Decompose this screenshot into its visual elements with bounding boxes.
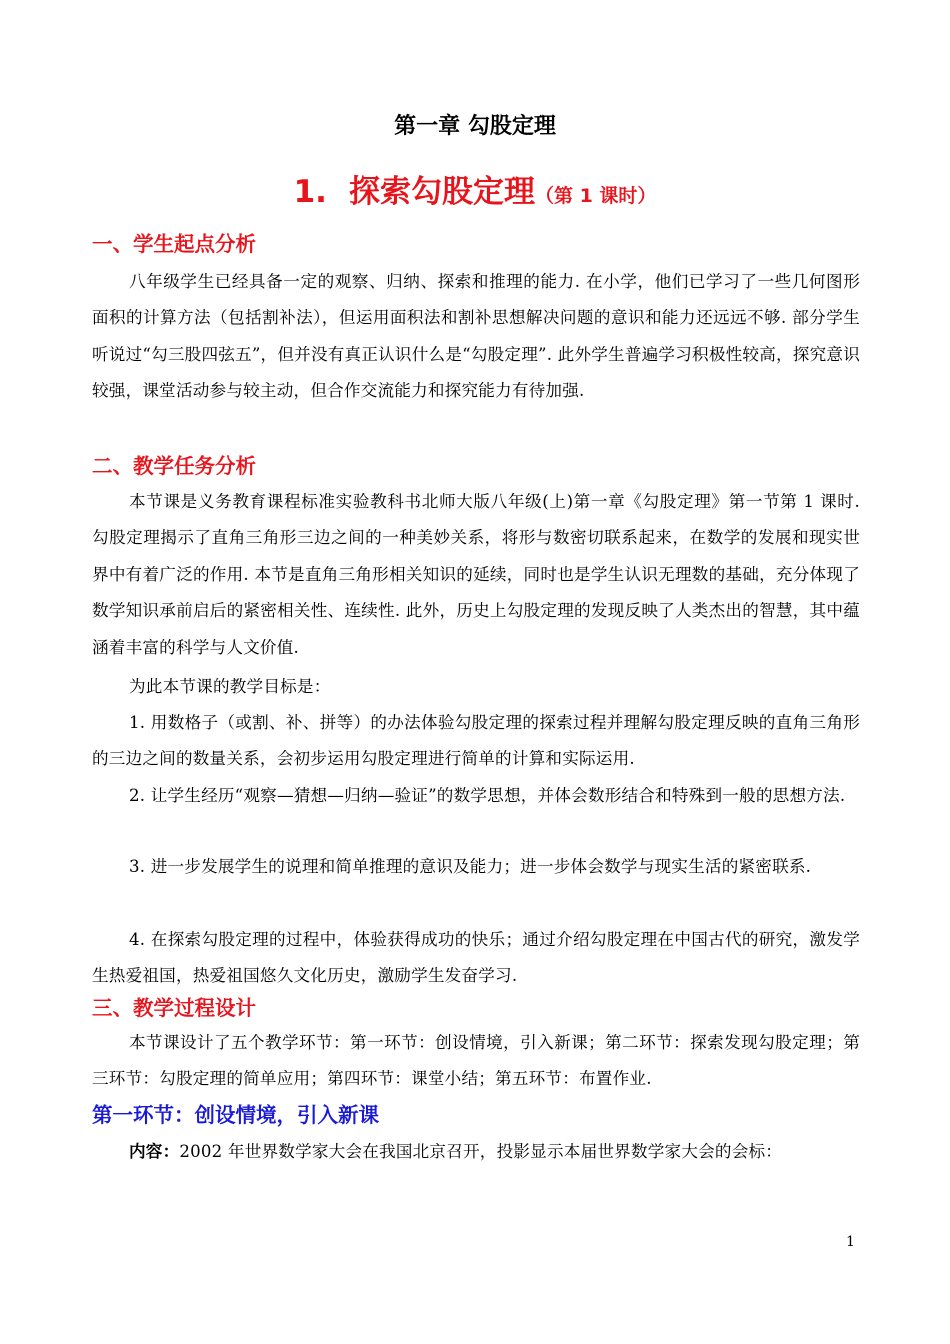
goal-item-4: 4. 在探索勾股定理的过程中，体验获得成功的快乐；通过介绍勾股定理在中国古代的研究，激发学生热爱祖国，热爱祖国悠久文化历史，激励学生发奋学习. (92, 930, 860, 986)
step1-content (92, 1134, 860, 1170)
lesson-title (0, 170, 950, 218)
goals-intro: 为此本节课的教学目标是： (129, 677, 331, 696)
goal-item-3: 3. 进一步发展学生的说理和简单推理的意识及能力；进一步体会数学与现实生活的紧密联系. (129, 857, 812, 876)
content-text: 2002 年世界数学家大会在我国北京召开，投影显示本届世界数学家大会的会标： (179, 1142, 783, 1161)
lesson-subtitle: （第 1 课时） (534, 185, 657, 207)
page-number: 1 (846, 1234, 855, 1250)
content-label: 内容： (129, 1142, 180, 1161)
section-heading-task-analysis: 二、教学任务分析 (92, 454, 256, 478)
section-heading-student-analysis: 一、学生起点分析 (92, 232, 256, 256)
lesson-title-text: 探索勾股定理 (348, 174, 535, 210)
paragraph-process-design: 本节课设计了五个教学环节：第一环节：创设情境，引入新课；第二环节：探索发现勾股定理；第三环节：勾股定理的简单应用；第四环节：课堂小结；第五环节：布置作业. (92, 1033, 860, 1089)
step1-heading: 第一环节：创设情境，引入新课 (92, 1103, 379, 1127)
paragraph-task-analysis: 本节课是义务教育课程标准实验教科书北师大版八年级(上)第一章《勾股定理》第一节第 1 课时. 勾股定理揭示了直角三角形三边之间的一种美妙关系，将形与数密切联系起来，在数学的发展和现实世界中有着广泛的作用. 本节是直角三角形相关知识的延续，同时也是学生认识无理数的基础，充分体现了数学知识承前启后的紧密相关性、连续性. 此外，历史上勾股定理的发现反映了人类杰出的智慧，其中蕴涵着丰富的科学与人文价值. (92, 492, 860, 657)
goal-item-1: 1. 用数格子（或割、补、拼等）的办法体验勾股定理的探索过程并理解勾股定理反映的直角三角形的三边之间的数量关系，会初步运用勾股定理进行简单的计算和实际运用. (92, 713, 860, 769)
goal-item-2: 2. 让学生经历“观察—猜想—归纳—验证”的数学思想，并体会数形结合和特殊到一般的思想方法. (129, 786, 846, 805)
chapter-title: 第一章 勾股定理 (394, 114, 556, 139)
paragraph-student-analysis: 八年级学生已经具备一定的观察、归纳、探索和推理的能力. 在小学，他们已学习了一些几何图形面积的计算方法（包括割补法），但运用面积法和割补思想解决问题的意识和能力还远远不够. 部分学生听说过“勾三股四弦五”，但并没有真正认识什么是“勾股定理”. 此外学生普遍学习积极性较高，探究意识较强，课堂活动参与较主动，但合作交流能力和探究能力有待加强. (92, 272, 860, 401)
section-heading-process-design: 三、教学过程设计 (92, 996, 256, 1020)
lesson-number: 1. (293, 174, 327, 210)
